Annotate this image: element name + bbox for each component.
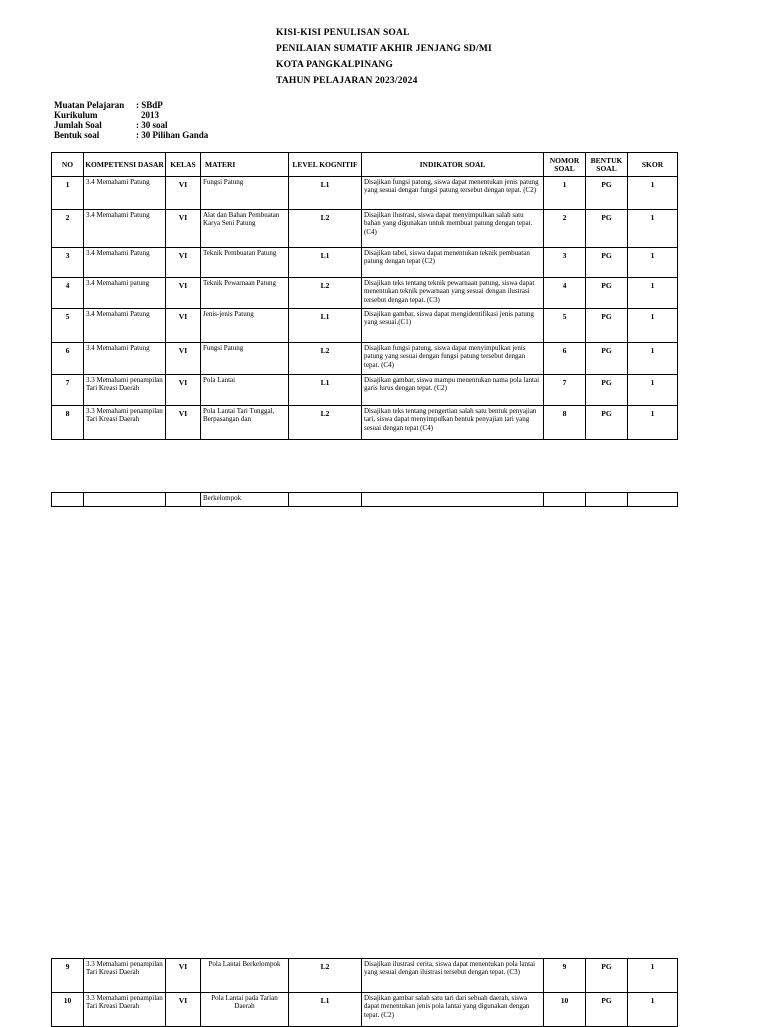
meta-row <box>54 130 208 140</box>
cell-materi: Fungsi Patung <box>201 343 289 375</box>
cell-nomor: 4 <box>544 278 586 309</box>
meta-key: Kurikulum <box>54 110 98 120</box>
cell-indikator: Disajikan gambar salah satu tari dari sebuah daerah, siswa dapat menentukan jenis pola lantai yang digunakan dengan tepat. (C2) <box>362 993 544 1027</box>
col-header-nomor: NOMOR SOAL <box>544 153 586 177</box>
cell-skor: 1 <box>628 375 678 406</box>
cell-bentuk: PG <box>586 177 628 210</box>
cell-bentuk: PG <box>586 248 628 278</box>
cell-indikator: Disajikan gambar, siswa mampu menentukan nama pola lantai garis lurus dengan tepat. (C2) <box>362 375 544 406</box>
meta-value: : 30 soal <box>136 120 168 130</box>
cell-bentuk: PG <box>586 278 628 309</box>
col-header-kelas: KELAS <box>166 153 201 177</box>
cell <box>84 493 166 507</box>
cell-materi: Pola Lantai Berkelompok <box>201 959 289 993</box>
table-row <box>52 210 678 248</box>
kisi-table-page2 <box>51 958 678 1027</box>
col-header-skor: SKOR <box>628 153 678 177</box>
cell-kelas: VI <box>166 959 201 993</box>
cell-materi: Berkelompok <box>201 493 289 507</box>
cell-no: 5 <box>52 309 84 343</box>
cell-indikator: Disajikan teks tentang pengertian salah satu bentuk penyajian tari, siswa dapat menyimpulkan bentuk penyajian tari yang sesuai dengan tepat (C4) <box>362 406 544 440</box>
cell-bentuk: PG <box>586 210 628 248</box>
cell-bentuk: PG <box>586 406 628 440</box>
table-header-row <box>52 153 678 177</box>
cell-bentuk: PG <box>586 993 628 1027</box>
cell <box>362 493 544 507</box>
cell-bentuk: PG <box>586 959 628 993</box>
cell-bentuk: PG <box>586 343 628 375</box>
cell-indikator: Disajikan ilustrasi cerita, siswa dapat menentukan pola lantai yang sesuai dengan ilustrasi tersebut dengan tepat. (C3) <box>362 959 544 993</box>
cell-kelas: VI <box>166 278 201 309</box>
table-row <box>52 309 678 343</box>
meta-value: : 30 Pilihan Ganda <box>136 130 209 140</box>
meta-row <box>54 120 208 130</box>
cell-kompetensi: 3.4 Memahami Patung <box>84 309 166 343</box>
cell-indikator: Disajikan fungsi patung, siswa dapat menentukan jenis patung yang sesuai dengan fungsi patung tersebut dengan tepat. (C2) <box>362 177 544 210</box>
cell-skor: 1 <box>628 959 678 993</box>
cell-kelas: VI <box>166 375 201 406</box>
cell-materi: Teknik Pewarnaan Patung <box>201 278 289 309</box>
table-row <box>52 493 678 507</box>
cell-nomor: 6 <box>544 343 586 375</box>
cell-nomor: 8 <box>544 406 586 440</box>
table-row <box>52 993 678 1027</box>
cell-kompetensi: 3.4 Memahami Patung <box>84 343 166 375</box>
cell-kelas: VI <box>166 248 201 278</box>
cell-skor: 1 <box>628 248 678 278</box>
cell-materi: Fungsi Patung <box>201 177 289 210</box>
cell-level: L2 <box>289 959 362 993</box>
meta-value: : SBdP <box>136 100 163 110</box>
cell-level: L1 <box>289 177 362 210</box>
cell-skor: 1 <box>628 309 678 343</box>
cell-indikator: Disajikan teks tentang teknik pewarnaan patung, siswa dapat menentukan teknik pewarnaan yang sesuai dengan ilustrasi tersebut dengan tepat. (C3) <box>362 278 544 309</box>
cell-nomor: 3 <box>544 248 586 278</box>
cell-kelas: VI <box>166 993 201 1027</box>
cell-skor: 1 <box>628 993 678 1027</box>
cell-kelas: VI <box>166 406 201 440</box>
meta-key: Bentuk soal <box>54 130 100 140</box>
cell-kompetensi: 3.3 Memahami penampilan Tari Kreasi Daerah <box>84 993 166 1027</box>
table-row <box>52 177 678 210</box>
meta-key: Jumlah Soal <box>54 120 102 130</box>
doc-subtitle-exam: PENILAIAN SUMATIF AKHIR JENJANG SD/MI <box>276 44 492 54</box>
cell-skor: 1 <box>628 343 678 375</box>
cell-kelas: VI <box>166 210 201 248</box>
table-row <box>52 959 678 993</box>
cell <box>289 493 362 507</box>
meta-value: 2013 <box>141 110 159 120</box>
meta-row <box>54 110 208 120</box>
cell-indikator: Disajikan gambar, siswa dapat mengidentifikasi jenis patung yang sesuai.(C1) <box>362 309 544 343</box>
cell-no: 9 <box>52 959 84 993</box>
cell-nomor: 1 <box>544 177 586 210</box>
table-row <box>52 278 678 309</box>
cell-kelas: VI <box>166 309 201 343</box>
cell-kompetensi: 3.4 Memahami Patung <box>84 177 166 210</box>
cell-skor: 1 <box>628 210 678 248</box>
cell-no: 10 <box>52 993 84 1027</box>
cell-indikator: Disajikan fungsi patung, siswa dapat menyimpulkan jenis patung yang sesuai dengan fungsi patung tersebut dengan tepat. (C4) <box>362 343 544 375</box>
col-header-kd: KOMPETENSI DASAR <box>84 153 166 177</box>
cell <box>166 493 201 507</box>
cell-nomor: 7 <box>544 375 586 406</box>
cell-nomor: 2 <box>544 210 586 248</box>
cell <box>544 493 586 507</box>
cell-nomor: 9 <box>544 959 586 993</box>
cell-no: 4 <box>52 278 84 309</box>
col-header-no: NO <box>52 153 84 177</box>
cell <box>628 493 678 507</box>
cell-kompetensi: 3.4 Memahami Patung <box>84 248 166 278</box>
continuation-table <box>51 492 678 507</box>
col-header-materi: MATERI <box>201 153 289 177</box>
meta-key: Muatan Pelajaran <box>54 100 125 110</box>
table-row <box>52 248 678 278</box>
cell-kompetensi: 3.4 Memahami Patung <box>84 210 166 248</box>
cell-indikator: Disajikan ilustrasi, siswa dapat menyimpulkan salah satu bahan yang digunakan untuk membuat patung dengan tepat. (C4) <box>362 210 544 248</box>
cell-no: 1 <box>52 177 84 210</box>
cell-materi: Pola Lantai Tari Tunggal, Berpasangan dan <box>201 406 289 440</box>
cell-no: 3 <box>52 248 84 278</box>
cell-materi: Teknik Pembuatan Patung <box>201 248 289 278</box>
cell-skor: 1 <box>628 278 678 309</box>
cell-indikator: Disajikan tabel, siswa dapat menentukan teknik pembuatan patung dengan tepat (C2) <box>362 248 544 278</box>
col-header-level: LEVEL KOGNITIF <box>289 153 362 177</box>
cell-level: L2 <box>289 343 362 375</box>
cell-level: L2 <box>289 210 362 248</box>
cell-bentuk: PG <box>586 375 628 406</box>
table-row <box>52 343 678 375</box>
meta-info <box>54 100 208 140</box>
cell-level: L1 <box>289 248 362 278</box>
cell-materi: Pola Lantai <box>201 375 289 406</box>
col-header-bentuk: BENTUK SOAL <box>586 153 628 177</box>
cell-kompetensi: 3.3 Memahami penampilan Tari Kreasi Daerah <box>84 406 166 440</box>
cell-level: L1 <box>289 309 362 343</box>
doc-subtitle-city: KOTA PANGKALPINANG <box>276 60 393 70</box>
cell-level: L2 <box>289 406 362 440</box>
cell-level: L2 <box>289 278 362 309</box>
cell <box>52 493 84 507</box>
cell-materi: Alat dan Bahan Pembuatan Karya Seni Patung <box>201 210 289 248</box>
cell <box>586 493 628 507</box>
cell-skor: 1 <box>628 406 678 440</box>
cell-no: 2 <box>52 210 84 248</box>
cell-no: 6 <box>52 343 84 375</box>
cell-skor: 1 <box>628 177 678 210</box>
doc-title: KISI-KISI PENULISAN SOAL <box>276 28 410 38</box>
meta-row <box>54 100 208 110</box>
table-row <box>52 406 678 440</box>
cell-materi: Jenis-jenis Patung <box>201 309 289 343</box>
col-header-indikator: INDIKATOR SOAL <box>362 153 544 177</box>
cell-nomor: 10 <box>544 993 586 1027</box>
cell-kompetensi: 3.3 Memahami penampilan Tari Kreasi Daerah <box>84 959 166 993</box>
cell-level: L1 <box>289 375 362 406</box>
cell-level: L1 <box>289 993 362 1027</box>
cell-nomor: 5 <box>544 309 586 343</box>
cell-bentuk: PG <box>586 309 628 343</box>
doc-subtitle-year: TAHUN PELAJARAN 2023/2024 <box>276 76 418 86</box>
cell-kompetensi: 3.3 Memahami penampilan Tari Kreasi Daerah <box>84 375 166 406</box>
cell-no: 7 <box>52 375 84 406</box>
cell-kompetensi: 3.4 Memahami patung <box>84 278 166 309</box>
cell-kelas: VI <box>166 177 201 210</box>
cell-no: 8 <box>52 406 84 440</box>
cell-kelas: VI <box>166 343 201 375</box>
table-row <box>52 375 678 406</box>
cell-materi: Pola Lantai pada Tarian Daerah <box>201 993 289 1027</box>
kisi-table <box>51 152 678 440</box>
